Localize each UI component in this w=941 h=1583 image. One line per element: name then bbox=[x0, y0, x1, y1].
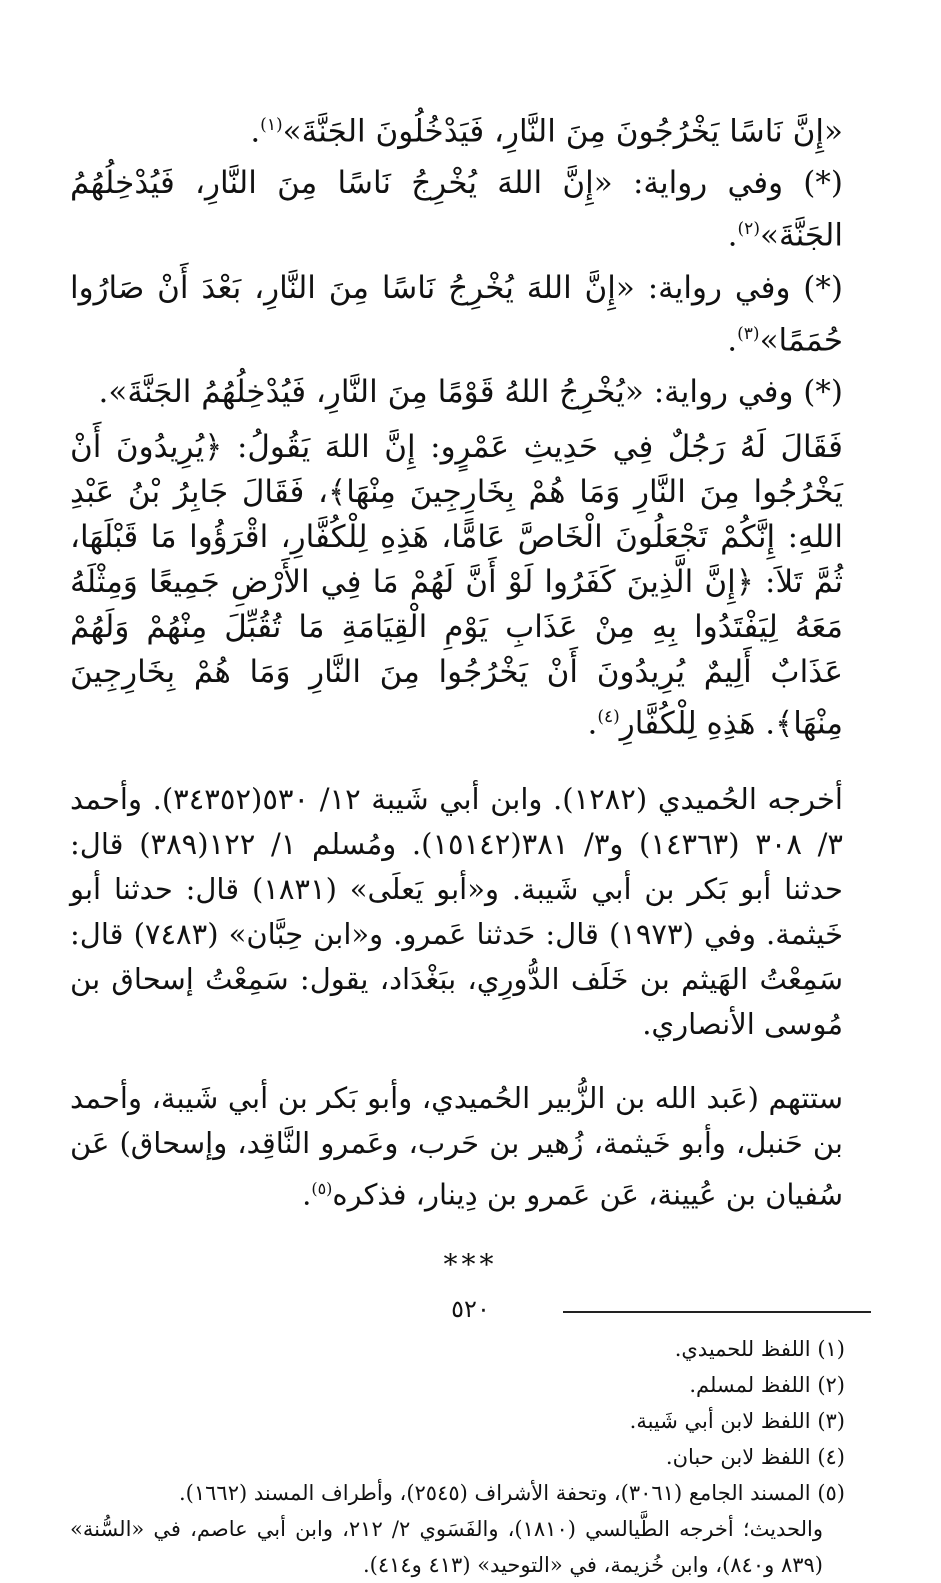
riwaya-3-line bbox=[70, 369, 871, 415]
footnote-text: اللفظ للحميدي. bbox=[674, 1336, 811, 1361]
footnote-number: (٤) bbox=[817, 1444, 845, 1469]
riwaya-2: (*) وفي رواية: «إِنَّ اللهَ يُخْرِجُ نَاسًا مِنَ النَّارِ، بَعْدَ أَنْ صَارُوا حُمَمًا» bbox=[70, 269, 843, 358]
hadith-main-text bbox=[70, 102, 871, 154]
footnote-number: (٣) bbox=[817, 1408, 845, 1433]
riwaya-3: (*) وفي رواية: «يُخْرِجُ اللهُ قَوْمًا مِنَ النَّارِ، فَيُدْخِلُهُمُ الجَنَّةَ». bbox=[98, 373, 843, 410]
book-page bbox=[70, 92, 871, 1577]
footnote-ref-3: (٣) bbox=[737, 323, 760, 344]
footnote-ref-1: (١) bbox=[260, 115, 283, 135]
quote-text: فَقَالَ لَهُ رَجُلٌ فِي حَدِيثِ عَمْرٍو: إِنَّ اللهَ يَقُولُ: ﴿يُرِيدُونَ أَنْ يَخْرُجُوا مِنَ النَّارِ وَمَا هُمْ بِخَارِجِينَ مِنْهَا﴾، فَقَالَ جَابِرُ بْنُ عَبْدِ اللهِ: إِنَّكُمْ تَجْعَلُونَ الْخَاصَّ عَامًّا، هَذِهِ لِلْكُفَّارِ، اقْرَؤُوا مَا قَبْلَهَا، ثُمَّ تَلاَ: ﴿إِنَّ الَّذِينَ كَفَرُوا لَوْ أَنَّ لَهُمْ مَا فِي الأَرْضِ جَمِيعًا وَمِثْلَهُ مَعَهُ لِيَفْتَدُوا بِهِ مِنْ عَذَابِ يَوْمِ الْقِيَامَةِ مَا تُقُبِّلَ مِنْهُمْ وَلَهُمْ عَذَابٌ أَلِيمٌ يُرِيدُونَ أَنْ يَخْرُجُوا مِنَ النَّارِ وَمَا هُمْ بِخَارِجِينَ مِنْهَا﴾. هَذِهِ لِلْكُفَّارِ bbox=[70, 428, 843, 742]
quote-paragraph bbox=[70, 425, 871, 746]
sittatuhum-text: ستتهم (عَبد الله بن الزُّبير الحُميدي، وأبو بَكر بن أبي شَيبة، وأحمد بن حَنبل، وأبو خَيثمة، زُهير بن حَرب، وعَمرو النَّاقِد، وإسحاق) عَن سُفيان بن عُيينة، عَن عَمرو بن دِينار، فذكره bbox=[70, 1081, 843, 1212]
footnote-2 bbox=[70, 1367, 871, 1403]
takhrij-paragraph bbox=[70, 777, 871, 1047]
period: . bbox=[250, 113, 261, 150]
sittatuhum-paragraph bbox=[70, 1076, 871, 1218]
sittatuhum-end: . bbox=[302, 1177, 312, 1212]
footnote-number: (٢) bbox=[817, 1372, 845, 1397]
takhrij-text: أخرجه الحُميدي (١٢٨٢). وابن أبي شَيبة ١٢/ ٥٣٠(٣٤٣٥٢). وأحمد ٣/ ٣٠٨ (١٤٣٦٣) و٣/ ٣٨١(١٥١٤٢). ومُسلم ١/ ١٢٢(٣٨٩) قال: حدثنا أبو بَكر بن أبي شَيبة. و«أبو يَعلَى» (١٨٣١) قال: حدثنا أبو خَيثمة. وفي (١٩٧٣) قال: حَدثنا عَمرو. و«ابن حِبَّان» (٧٤٨٣) قال: سَمِعْتُ الهَيثم بن خَلَف الدُّورِي، ببَغْدَاد، يقول: سَمِعْتُ إسحاق بن مُوسى الأنصاري. bbox=[70, 782, 843, 1042]
footnotes bbox=[70, 1331, 871, 1583]
footnote-text: اللفظ لمسلم. bbox=[689, 1372, 811, 1397]
page-number: ٥٢٠ bbox=[451, 1295, 490, 1323]
footnote-4 bbox=[70, 1439, 871, 1475]
hadith-main: «إِنَّ نَاسًا يَخْرُجُونَ مِنَ النَّارِ، فَيَدْخُلُونَ الجَنَّةَ» bbox=[282, 113, 843, 150]
footnote-number: (٥) bbox=[817, 1480, 845, 1505]
footnote-text: اللفظ لابن أبي شَيبة. bbox=[629, 1408, 811, 1433]
footnote-1 bbox=[70, 1331, 871, 1367]
footnote-5 bbox=[70, 1475, 871, 1511]
footnote-text: اللفظ لابن حبان. bbox=[665, 1444, 811, 1469]
riwaya-1: (*) وفي رواية: «إِنَّ اللهَ يُخْرِجُ نَاسًا مِنَ النَّارِ، فَيُدْخِلُهُمُ الجَنَّةَ» bbox=[70, 165, 843, 254]
riwaya-1-line bbox=[70, 160, 871, 258]
footnote-ref-5: (٥) bbox=[311, 1179, 333, 1199]
quote-end: . bbox=[587, 705, 598, 742]
footnote-ref-2: (٢) bbox=[737, 219, 760, 240]
section-separator: *** bbox=[443, 1247, 498, 1281]
footnote-3 bbox=[70, 1403, 871, 1439]
period: . bbox=[727, 321, 738, 358]
footnote-number: (١) bbox=[817, 1336, 845, 1361]
footnote-ref-4: (٤) bbox=[597, 706, 620, 727]
riwaya-2-line bbox=[70, 265, 871, 363]
footnote-text: المسند الجامع (٣٠٦١)، وتحفة الأشراف (٢٥٤٥)، وأطراف المسند (١٦٦٢). bbox=[178, 1480, 811, 1505]
period: . bbox=[727, 217, 738, 254]
footnote-5-continuation: والحديث؛ أخرجه الطَّيالسي (١٨١٠)، والفَسَوي ٢/ ٢١٢، وابن أبي عاصم، في «السُّنة» (٨٣٩ و٨٤٠)، وابن خُزيمة، في «التوحيد» (٤١٣ و٤١٤). bbox=[70, 1516, 823, 1577]
